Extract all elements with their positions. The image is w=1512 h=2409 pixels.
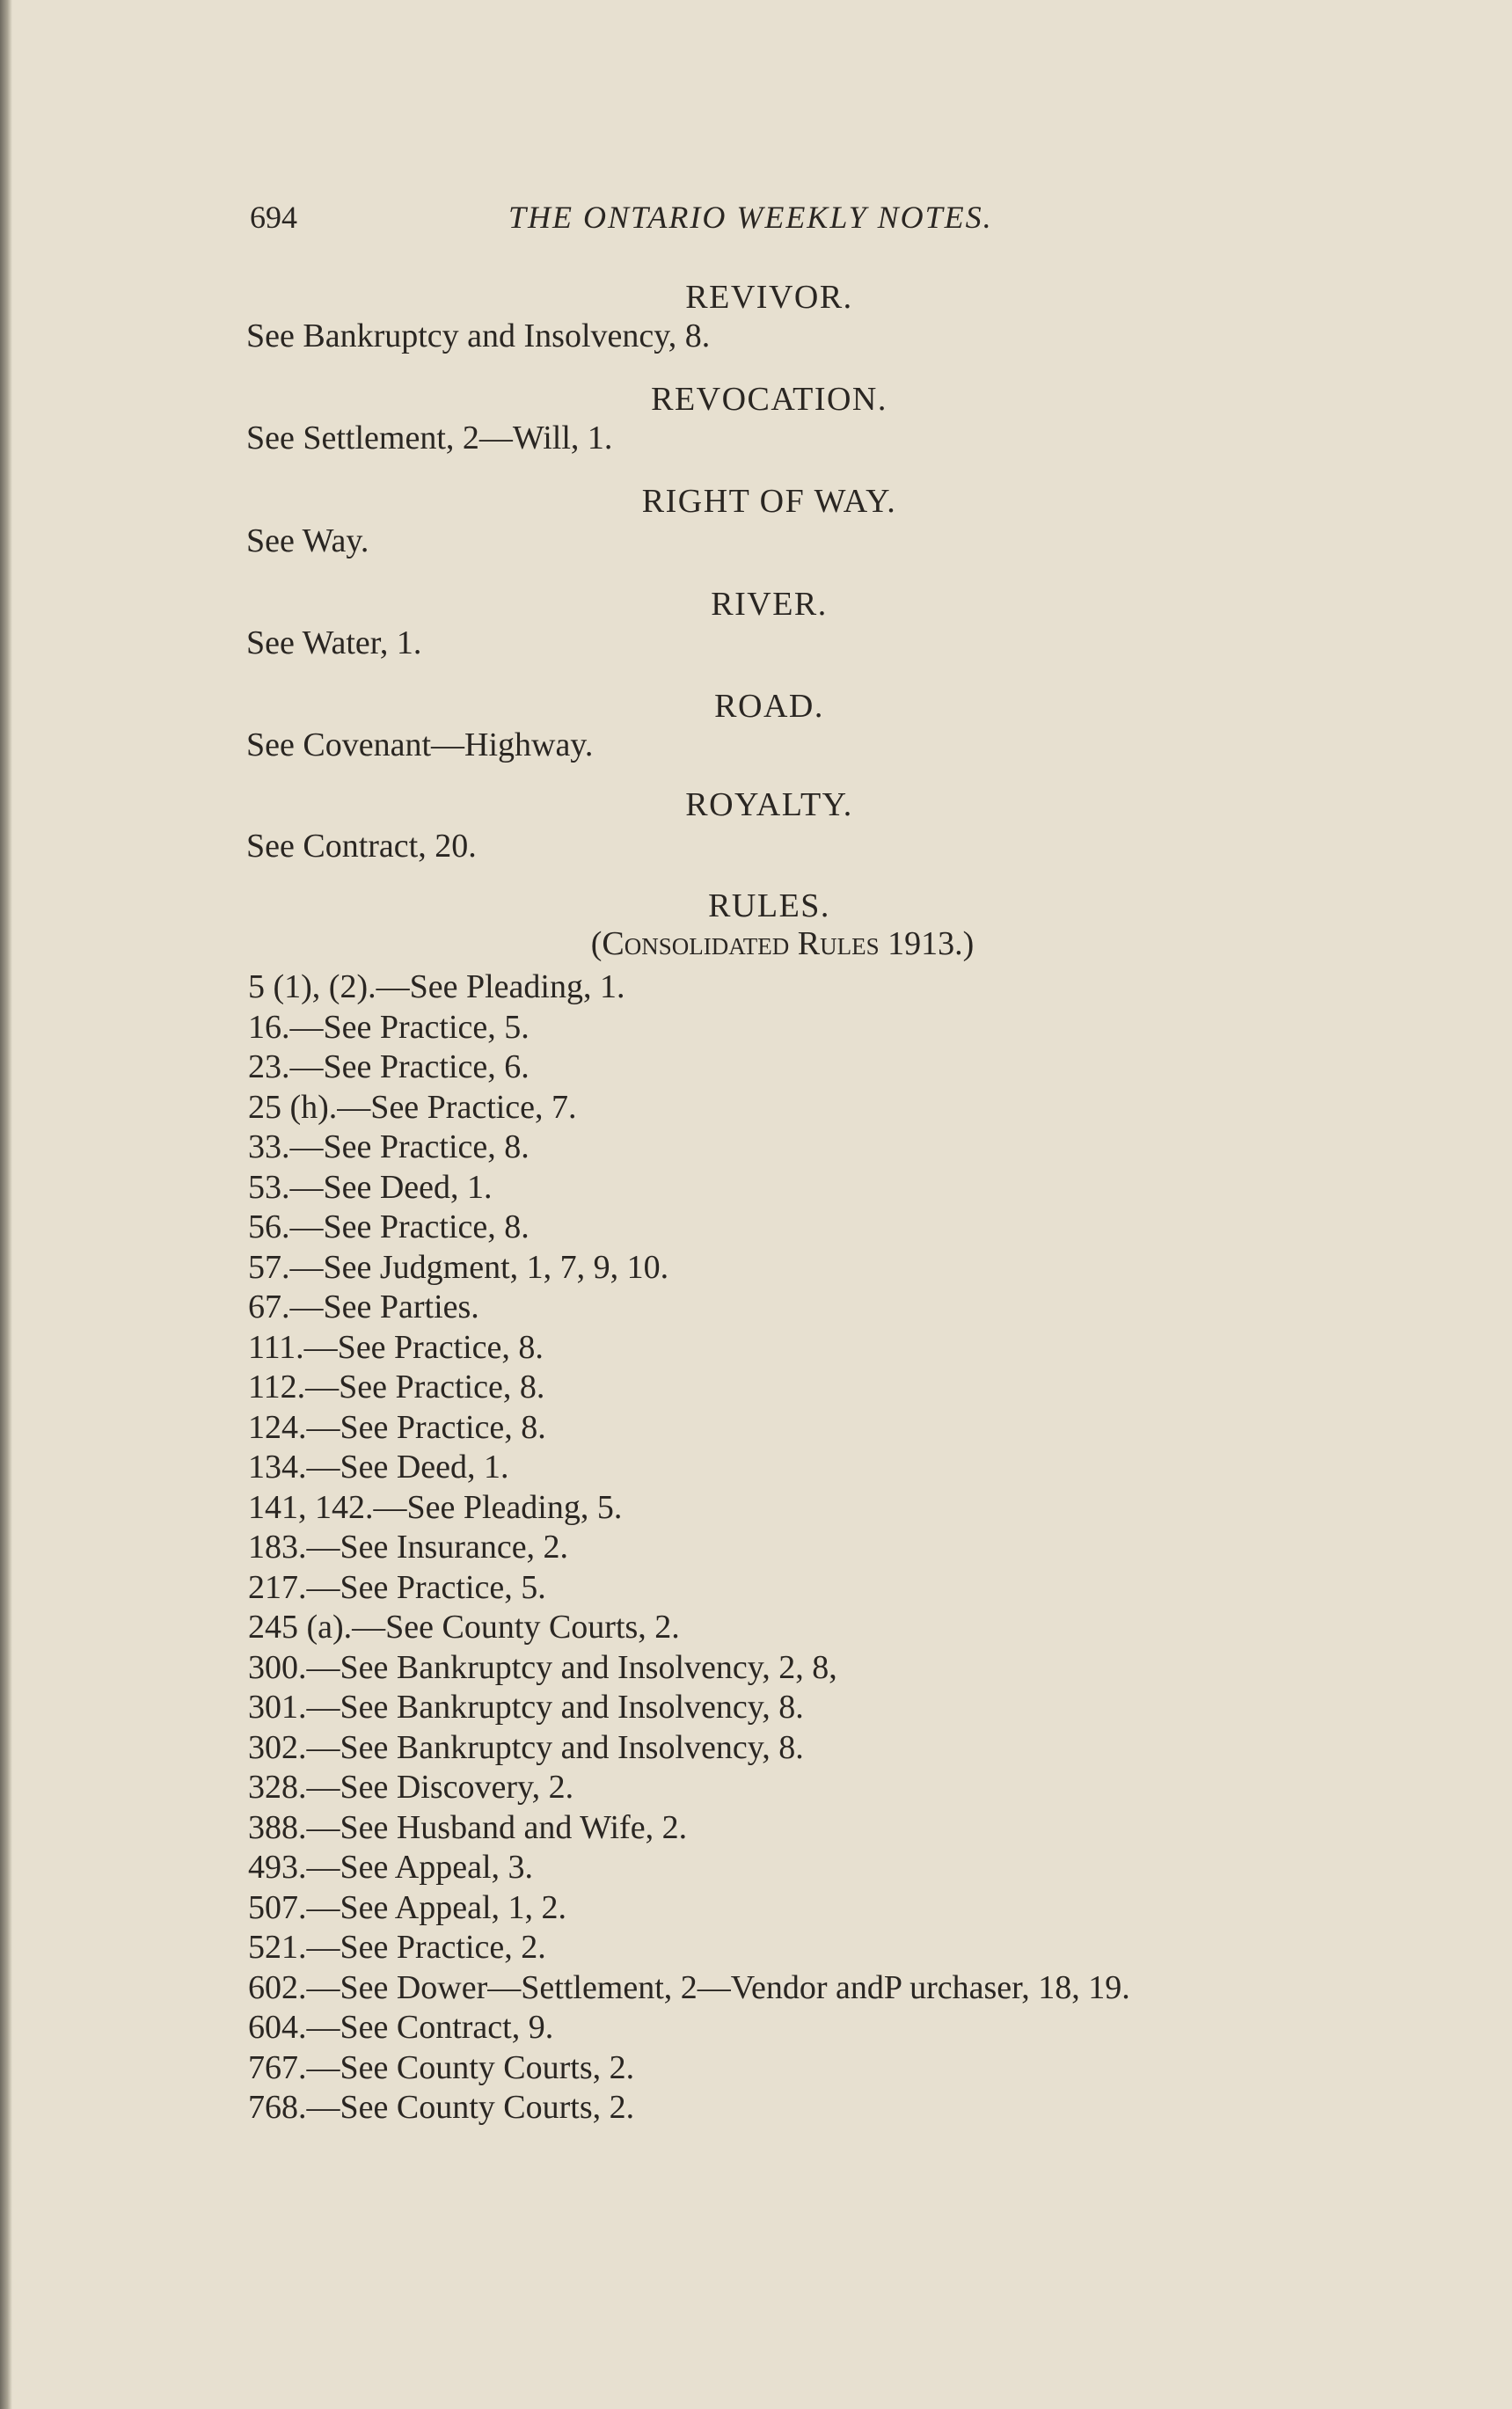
list-item: 493.—See Appeal, 3. [248,1849,534,1886]
see-reference-royalty: See Contract, 20. [246,828,477,865]
page-number: 694 [250,200,297,235]
list-item: 300.—See Bankruptcy and Insolvency, 2, 8, [248,1648,837,1686]
list-item: 16.—See Practice, 5. [248,1008,530,1046]
rules-subheading: (Consolidated Rules 1913.) [590,925,975,962]
list-item: 33.—See Practice, 8. [248,1128,530,1165]
list-item: 388.—See Husband and Wife, 2. [248,1808,688,1846]
see-reference-revocation: See Settlement, 2—Will, 1. [246,420,613,456]
list-item: 124.—See Practice, 8. [248,1408,546,1446]
list-item: 302.—See Bankruptcy and Insolvency, 8. [248,1728,804,1766]
heading-revivor: REVIVOR. [685,279,853,316]
list-item: 53.—See Deed, 1. [248,1168,493,1206]
list-item: 67.—See Parties. [248,1288,479,1325]
list-item: 56.—See Practice, 8. [248,1208,530,1245]
list-item: 328.—See Discovery, 2. [248,1769,574,1806]
list-item: 604.—See Contract, 9. [248,2009,554,2046]
list-item: 183.—See Insurance, 2. [248,1529,569,1566]
list-item: 245 (a).—See County Courts, 2. [248,1609,680,1646]
heading-road: ROAD. [714,688,824,725]
see-reference-right-of-way: See Way. [246,522,369,559]
see-reference-river: See Water, 1. [246,624,422,661]
list-item: 23.—See Practice, 6. [248,1048,530,1085]
list-item: 768.—See County Courts, 2. [248,2089,635,2126]
list-item: 602.—See Dower—Settlement, 2—Vendor andP urchaser, 18, 19. [248,1968,1130,2006]
list-item: 57.—See Judgment, 1, 7, 9, 10. [248,1248,669,1286]
see-reference-revivor: See Bankruptcy and Insolvency, 8. [246,318,711,354]
list-item: 112.—See Practice, 8. [248,1369,545,1405]
heading-revocation: REVOCATION. [651,381,887,418]
list-item: 111.—See Practice, 8. [248,1328,544,1366]
list-item: 217.—See Practice, 5. [248,1568,546,1606]
rules-list [248,967,1130,2128]
heading-river: RIVER. [711,586,828,623]
list-item: 141, 142.—See Pleading, 5. [248,1488,623,1526]
heading-rules: RULES. [708,887,830,924]
list-item: 521.—See Practice, 2. [248,1929,546,1966]
list-item: 767.—See County Courts, 2. [248,2048,635,2086]
running-title: THE ONTARIO WEEKLY NOTES. [508,200,993,235]
list-item: 134.—See Deed, 1. [248,1449,509,1486]
list-item: 25 (h).—See Practice, 7. [248,1088,577,1126]
list-item: 5 (1), (2).—See Pleading, 1. [248,968,625,1005]
heading-right-of-way: RIGHT OF WAY. [641,483,897,520]
heading-royalty: ROYALTY. [685,786,853,823]
list-item: 301.—See Bankruptcy and Insolvency, 8. [248,1689,804,1726]
see-reference-road: See Covenant—Highway. [246,726,594,763]
list-item: 507.—See Appeal, 1, 2. [248,1888,567,1926]
